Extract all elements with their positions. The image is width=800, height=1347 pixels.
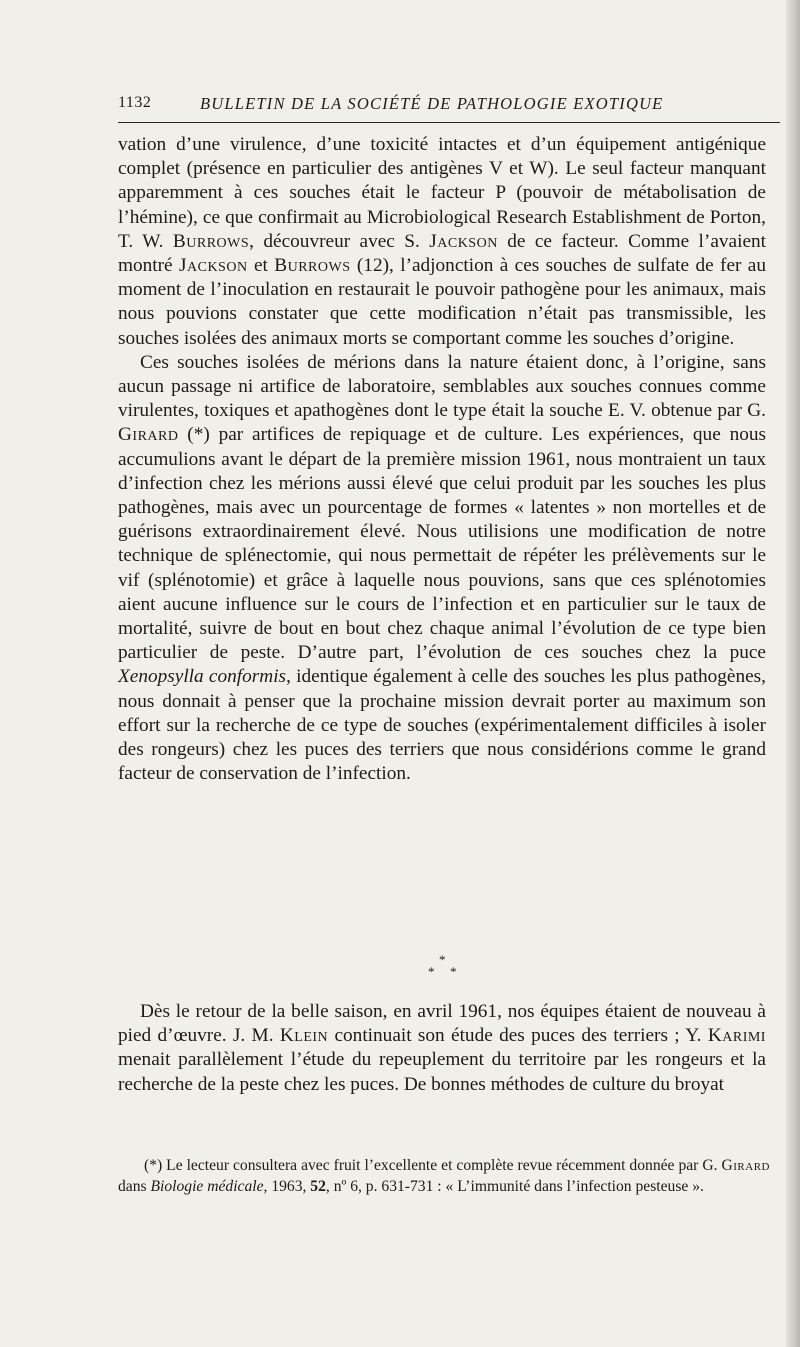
author-name: Girard	[721, 1157, 770, 1174]
text-run: menait parallèlement l’étude du repeuplement du territoire par les rongeurs et la recherche de la peste chez les puces. De bonnes méthodes de culture du broyat	[118, 1049, 766, 1095]
volume-number: 52	[310, 1178, 326, 1195]
asterism-star: *	[428, 964, 435, 979]
page-number: 1132	[118, 94, 152, 111]
author-name: Burrows	[172, 230, 250, 252]
asterism	[0, 952, 800, 982]
text-run: Ces souches isolées de mérions dans la nature étaient donc, à l’origine, sans aucun passage ni artifice de laboratoire, semblables aux souches connues comme virulentes, toxiques et apathogènes dont le type était la souche E. V. obtenue par G.	[118, 351, 766, 422]
page-edge	[786, 0, 800, 1347]
author-name: Girard	[118, 424, 179, 446]
text-run: , 1963,	[263, 1178, 311, 1195]
text-run: Dès le retour de la belle saison, en avril 1961, nos équipes étaient de nouveau à pied d’œuvre. J. M.	[118, 1001, 766, 1047]
running-title: BULLETIN DE LA SOCIÉTÉ DE PATHOLOGIE EXOTIQUE	[200, 94, 664, 113]
text-run: , nº 6, p. 631-731 : « L’immunité dans l’infection pesteuse ».	[325, 1178, 704, 1195]
author-name: Karimi	[707, 1025, 766, 1047]
paragraph-3	[118, 1000, 766, 1097]
species-name: Xenopsylla conformis	[118, 666, 287, 688]
footnote	[118, 1155, 770, 1197]
paragraph-1	[118, 133, 766, 351]
footnote-text	[118, 1155, 770, 1197]
text-run: (12), l’adjonction à ces souches de sulfate de fer au moment de l’inoculation en restaurait le pouvoir pathogène pour les animaux, mais nous pouvions constater que cette modification n’était pas transmissible, les souches isolées des animaux morts se comportant comme les souches d’origine.	[118, 255, 766, 349]
text-run: , découvreur avec S.	[249, 230, 430, 252]
text-run: et	[247, 255, 275, 277]
text-run: dans	[118, 1178, 151, 1195]
paragraph-2	[118, 351, 766, 787]
author-name: Burrows	[274, 255, 351, 277]
asterism-star: *	[439, 952, 446, 967]
text-run: (*) par artifices de repiquage et de culture. Les expériences, que nous accumulions avant le départ de la première mission 1961, nous montraient un taux d’infection chez les mérions aussi élevé que celui produit par les souches les plus pathogènes, mais avec un pourcentage de formes « latentes » non mortelles et de guérisons extraordinairement élevé. Nous utilisions une modification de notre technique de splénectomie, qui nous permettait de répéter les prélèvements sur le vif (splénotomie) et grâce à laquelle nous pouvions, sans que ces splénotomies aient aucune influence sur le cours de l’infection et en particulier sur le taux de mortalité, suivre de bout en bout chez chaque animal l’évolution de ce type bien particulier de peste. D’autre part, l’évolution de ces souches chez la puce	[118, 424, 766, 664]
author-name: Jackson	[179, 255, 248, 277]
author-name: Jackson	[429, 230, 498, 252]
header-rule	[118, 122, 780, 123]
main-text	[118, 133, 766, 786]
text-run: vation d’une virulence, d’une toxicité intactes et d’un équipement antigénique complet (présence en particulier des antigènes V et W). Le seul facteur manquant apparemment à ces souches était le facteur P (pouvoir de métabolisation de l’hémine), ce que confirmait au Microbiological Research Establishment de Porton, T. W.	[118, 134, 766, 252]
text-run: continuait son étude des puces des terriers ; Y.	[328, 1025, 708, 1047]
text-run: , identique également à celle des souches les plus pathogènes, nous donnait à penser que la prochaine mission devrait porter au maximum son effort sur la recherche de ce type de souches (expérimentalement difficiles à isoler des rongeurs) chez les puces des terriers que nous considérions comme le grand facteur de conservation de l’infection.	[118, 666, 766, 785]
journal-title: Biologie médicale	[150, 1178, 264, 1195]
text-run: (*) Le lecteur consultera avec fruit l’excellente et complète revue récemment donnée par G.	[144, 1157, 722, 1174]
text-run: de ce facteur. Comme l’avaient montré	[118, 230, 766, 277]
asterism-star: *	[450, 964, 457, 979]
author-name: Klein	[279, 1025, 329, 1047]
main-text-continued	[118, 1000, 766, 1097]
